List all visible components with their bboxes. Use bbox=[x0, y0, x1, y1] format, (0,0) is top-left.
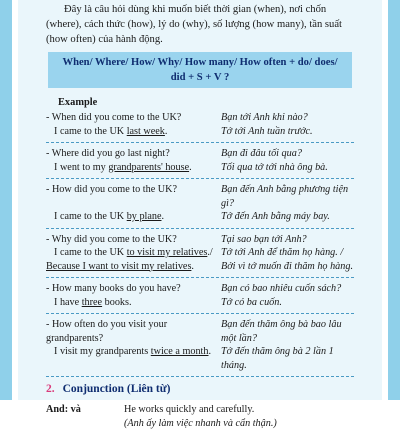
formula-box bbox=[48, 52, 352, 88]
example-item bbox=[46, 147, 354, 179]
answer-vi: Tớ tới Anh tuần trước. bbox=[221, 125, 313, 137]
answer-en-highlight-2: Because I want to visit my relatives bbox=[46, 260, 192, 272]
formula-text: When/ Where/ How/ Why/ How many/ How often + do/ does/ did + S + V ? bbox=[62, 57, 338, 83]
section-number: 2. bbox=[46, 383, 55, 395]
section-title-translation: (Liên từ) bbox=[126, 383, 171, 395]
answer-vi: Tớ đến Anh bằng máy bay. bbox=[221, 211, 330, 222]
answer-en-prefix: I came to the UK bbox=[54, 211, 127, 222]
example-item bbox=[46, 183, 354, 229]
answer-en-prefix: I came to the UK bbox=[54, 247, 127, 258]
intro-paragraph bbox=[46, 2, 354, 47]
answer-en-suffix: . bbox=[191, 260, 194, 272]
question-vi: Bạn tới Anh khi nào? bbox=[221, 112, 308, 123]
answer-en-suffix: . bbox=[189, 161, 192, 173]
left-margin-band bbox=[0, 0, 12, 400]
answer-en-highlight: three bbox=[81, 296, 103, 308]
answer-en-suffix: . bbox=[164, 125, 168, 137]
answer-vi: Tớ tới Anh để thăm họ hàng. / Bởi vì tớ muốn đi thăm họ hàng. bbox=[221, 247, 353, 272]
answer-en-highlight: twice a month bbox=[150, 346, 209, 357]
answer-en-prefix: I have bbox=[54, 296, 82, 308]
answer-en-highlight: to visit my relatives bbox=[126, 247, 208, 258]
example-item bbox=[46, 282, 354, 314]
right-margin-band bbox=[388, 0, 400, 400]
intro-text: Đây là câu hỏi dùng khi muốn biết thời gian (when), nơi chốn (where), cách thức (how), lý do (why), số lượng (how many), tần suất (how often) của hành động. bbox=[46, 4, 342, 45]
answer-en-highlight: grandparents' house bbox=[108, 161, 190, 173]
question-vi: Tại sao bạn tới Anh? bbox=[221, 233, 307, 245]
answer-en-prefix: I visit my grandparents bbox=[54, 346, 151, 357]
question-vi: Bạn đi đâu tối qua? bbox=[221, 148, 302, 159]
answer-vi: Tớ đến thăm ông bà 2 lần 1 tháng. bbox=[221, 346, 334, 371]
conjunction-translation: (Anh ấy làm việc nhanh và cẩn thận.) bbox=[124, 418, 277, 429]
section-heading bbox=[46, 383, 354, 395]
answer-en-suffix: . bbox=[161, 211, 165, 222]
answer-en-separator: ./ bbox=[207, 247, 213, 258]
conjunction-term: And: và bbox=[46, 404, 81, 415]
answer-en-highlight: by plane bbox=[126, 211, 162, 222]
section-title: Conjunction bbox=[62, 383, 124, 395]
example-heading: Example bbox=[58, 97, 98, 108]
question-vi: Bạn đến Anh bằng phương tiện gì? bbox=[221, 184, 349, 209]
content-panel bbox=[18, 0, 382, 429]
answer-vi: Tối qua tớ tới nhà ông bà. bbox=[221, 161, 328, 173]
question-en: - How many books do you have? bbox=[46, 283, 181, 294]
question-en: - When did you come to the UK? bbox=[46, 112, 182, 123]
answer-en-highlight: last week bbox=[126, 125, 165, 137]
conjunction-item bbox=[46, 403, 354, 417]
answer-en-prefix: I came to the UK bbox=[54, 125, 127, 137]
question-en: - Why did you come to the UK? bbox=[46, 233, 177, 245]
question-vi: Bạn đến thăm ông bà bao lâu một lần? bbox=[221, 319, 342, 344]
question-en: - Where did you go last night? bbox=[46, 148, 170, 159]
example-item bbox=[46, 318, 354, 377]
answer-en-suffix: books. bbox=[102, 296, 132, 308]
answer-en-prefix: I went to my bbox=[54, 161, 109, 173]
answer-vi: Tớ có ba cuốn. bbox=[221, 296, 282, 308]
example-item bbox=[46, 111, 354, 143]
question-en: - How did you come to the UK? bbox=[46, 184, 177, 195]
question-vi: Bạn có bao nhiêu cuốn sách? bbox=[221, 283, 342, 294]
conjunction-sentence: He works quickly and carefully. bbox=[124, 404, 255, 415]
example-item bbox=[46, 233, 354, 279]
answer-en-suffix: . bbox=[208, 346, 212, 357]
question-en: - How often do you visit your grandparents? bbox=[46, 319, 168, 344]
